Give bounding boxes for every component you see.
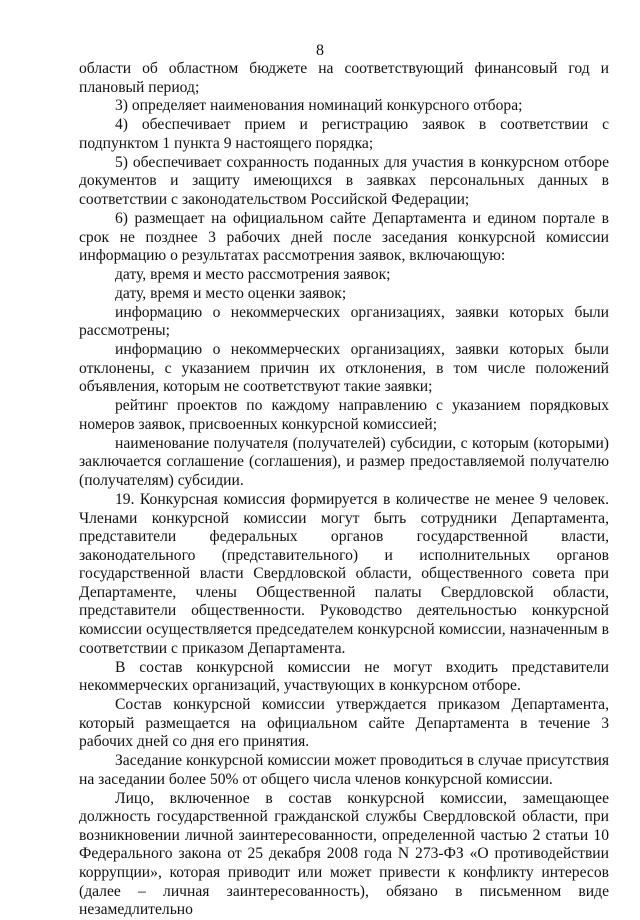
paragraph-conflict-of-interest: Лицо, включенное в состав конкурсной комиссии, замещающее должность государственной гражданской службы Свердловской области, при возникновении личной заинтересованности, определенной частью 2 статьи 10 Федерального закона от 25 декабря 2008 года N 273-ФЗ «О противодействии коррупции», которая приводит или может привести к конфликту интересов (далее – личная заинтересованность), обязано в письменном виде незамедлительно — [79, 789, 609, 919]
list-item-review-date: дату, время и место рассмотрения заявок; — [115, 266, 391, 284]
paragraph-budget-period: области об областном бюджете на соответствующий финансовый год и плановый период; — [79, 60, 609, 96]
list-item-recipients: наименование получателя (получателей) субсидии, с которым (которыми) заключается соглашение (соглашения), и размер предоставляемой получателю (получателям) субсидии. — [79, 434, 609, 490]
list-item-evaluation-date: дату, время и место оценки заявок; — [115, 284, 347, 302]
list-item-reviewed-orgs: информацию о некоммерческих организациях, заявки которых были рассмотрены; — [79, 303, 609, 340]
paragraph-quorum: Заседание конкурсной комиссии может проводиться в случае присутствия на заседании более 50% от общего числа членов конкурсной комиссии. — [79, 752, 609, 788]
paragraph-commission-approval: Состав конкурсной комиссии утверждается приказом Департамента, который размещается на официальном сайте Департамента в течение 3 рабочих дней со дня его принятия. — [79, 696, 609, 751]
paragraph-item-3: 3) определяет наименования номинаций конкурсного отбора; — [115, 97, 523, 115]
paragraph-section-19: 19. Конкурсная комиссия формируется в количестве не менее 9 человек. Членами конкурсной комиссии могут быть сотрудники Департамента, представители федеральных органов государственной власти, законодательного (представительного) и исполнительных органов государственной власти Свердловской области, общественного совета при Департаменте, члены Общественной палаты Свердловской области, представители общественности. Руководство деятельностью конкурсной комиссии осуществляется председателем конкурсной комиссии, назначенным в соответствии с приказом Департамента. — [79, 490, 609, 657]
page-number: 8 — [316, 42, 324, 59]
paragraph-item-4: 4) обеспечивает прием и регистрацию заявок в соответствии с подпунктом 1 пункта 9 настоящего порядка; — [79, 116, 609, 152]
document-body — [79, 60, 609, 920]
paragraph-commission-exclusion: В состав конкурсной комиссии не могут входить представители некоммерческих организаций, участвующих в конкурсном отборе. — [79, 658, 609, 695]
list-item-rejected-orgs: информацию о некоммерческих организациях, заявки которых были отклонены, с указанием причин их отклонения, в том числе положений объявления, которым не соответствуют такие заявки; — [79, 341, 609, 396]
paragraph-item-5: 5) обеспечивает сохранность поданных для участия в конкурсном отборе документов и защиту имеющихся в заявках персональных данных в соответствии с законодательством Российской Федерации; — [79, 153, 609, 209]
list-item-project-rating: рейтинг проектов по каждому направлению с указанием порядковых номеров заявок, присвоенных конкурсной комиссией; — [79, 397, 609, 433]
paragraph-item-6: 6) размещает на официальном сайте Департамента и едином портале в срок не позднее 3 рабочих дней после заседания конкурсной комиссии информацию о результатах рассмотрения заявок, включающую: — [79, 209, 609, 265]
